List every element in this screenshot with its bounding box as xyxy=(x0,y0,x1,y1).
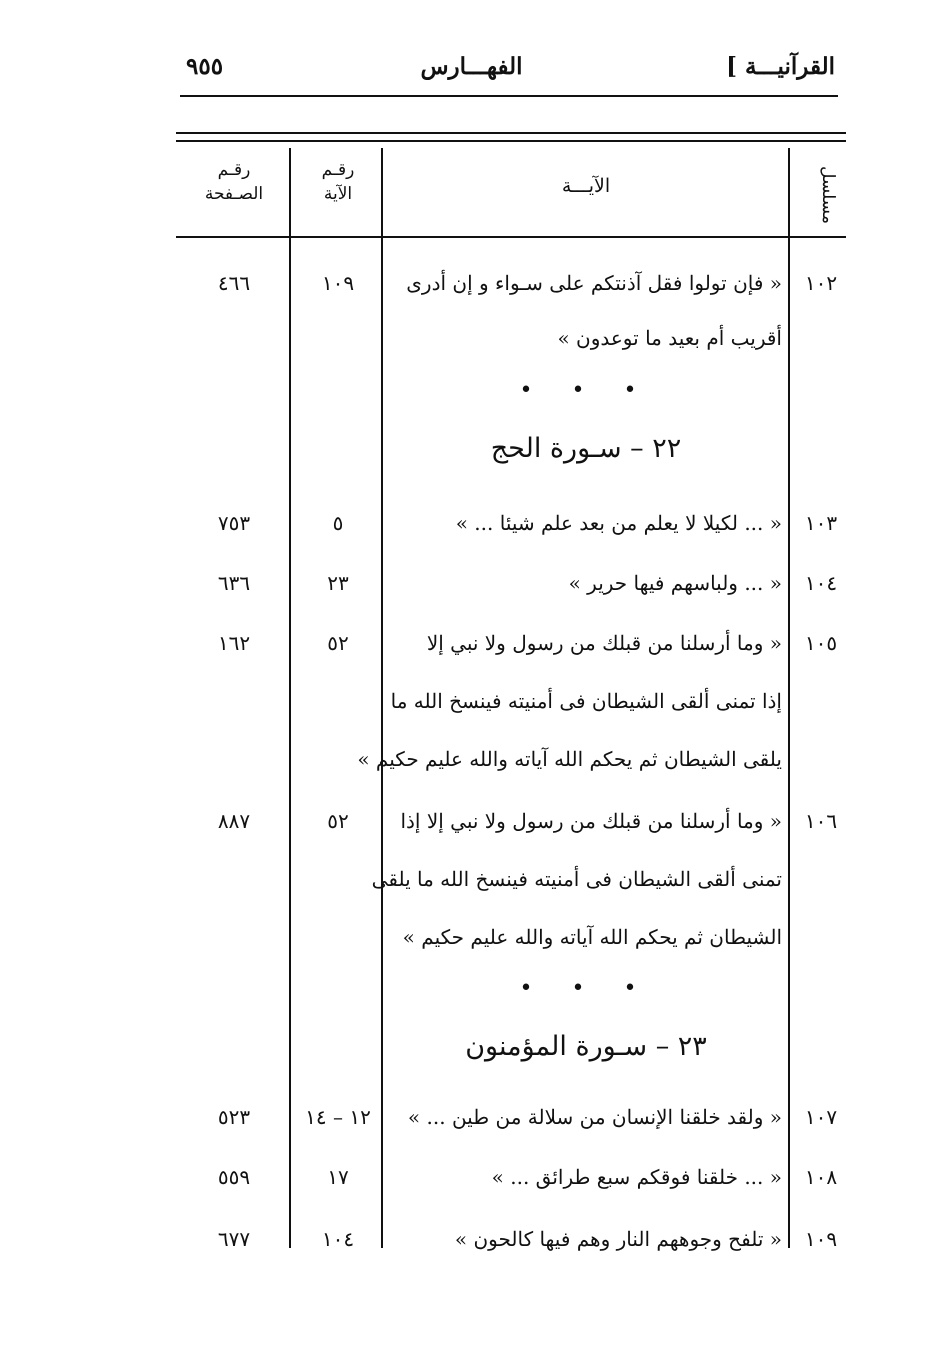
column-divider-aya xyxy=(289,148,291,1248)
table-top-rule-2 xyxy=(176,140,846,142)
row-103-page: ٧٥٣ xyxy=(217,511,251,535)
row-104-serial: ١٠٤ xyxy=(804,571,838,595)
row-102-text-line-1: « فإن تولوا فقل آذنتكم على سـواء و إن أدرى xyxy=(406,271,782,295)
row-107-aya: ١٢ – ١٤ xyxy=(305,1105,371,1129)
row-106-text-line-3: الشيطان ثم يحكم الله آياته والله عليم حكيم » xyxy=(402,925,782,949)
running-header-right: القرآنيـــة ] xyxy=(726,53,835,80)
column-head-aya-text xyxy=(390,174,782,198)
row-104-aya: ٢٣ xyxy=(327,571,349,595)
row-103-serial: ١٠٣ xyxy=(804,511,838,535)
row-105-serial: ١٠٥ xyxy=(804,631,838,655)
column-divider-serial xyxy=(788,148,790,1248)
column-head-rule xyxy=(176,236,846,238)
row-109-text-line-1: « تلفح وجوههم النار وهم فيها كالحون » xyxy=(454,1227,782,1251)
page-number: ٩٥٥ xyxy=(186,53,224,80)
row-108-text-line-1: « ... خلقنا فوقكم سبع طرائق ... » xyxy=(491,1165,782,1189)
column-head-page-number xyxy=(186,158,282,206)
row-108-serial: ١٠٨ xyxy=(804,1165,838,1189)
row-107-text-line-1: « ولقد خلقنا الإنسان من سلالة من طين ... » xyxy=(407,1105,782,1129)
row-105-text-line-1: « وما أرسلنا من قبلك من رسول ولا نبي إلا xyxy=(426,631,782,655)
row-104-page: ٦٣٦ xyxy=(217,571,251,595)
sura-heading-muminun: ٢٣ – سـورة المؤمنون xyxy=(465,1031,707,1062)
row-102-page: ٤٦٦ xyxy=(217,271,251,295)
row-108-aya: ١٧ xyxy=(327,1165,349,1189)
row-103-text-line-1: « ... لكيلا لا يعلم من بعد علم شيئا ... » xyxy=(455,511,782,535)
separator-dots: • • • xyxy=(519,976,653,1001)
row-106-aya: ٥٢ xyxy=(327,809,349,833)
row-102-text-line-2: أقريب أم بعيد ما توعدون » xyxy=(557,326,782,350)
row-103-aya: ٥ xyxy=(332,511,344,535)
row-104-text-line-1: « ... ولباسهم فيها حرير » xyxy=(568,571,782,595)
row-109-aya: ١٠٤ xyxy=(321,1227,355,1251)
column-head-aya-number-label: رقـم الآية xyxy=(321,160,355,204)
row-102-aya: ١٠٩ xyxy=(321,271,355,295)
column-head-aya-number xyxy=(306,158,370,206)
row-107-serial: ١٠٧ xyxy=(804,1105,838,1129)
row-102-serial: ١٠٢ xyxy=(804,271,838,295)
row-105-text-line-3: يلقى الشيطان ثم يحكم الله آياته والله عليم حكيم » xyxy=(357,747,782,771)
row-106-text-line-1: « وما أرسلنا من قبلك من رسول ولا نبي إلا إذا xyxy=(400,809,782,833)
row-106-serial: ١٠٦ xyxy=(804,809,838,833)
column-head-serial-label: مسلسل xyxy=(818,166,838,224)
row-109-page: ٦٧٧ xyxy=(217,1227,251,1251)
header-rule xyxy=(180,95,838,97)
row-109-serial: ١٠٩ xyxy=(804,1227,838,1251)
row-105-aya: ٥٢ xyxy=(327,631,349,655)
row-106-page: ٨٨٧ xyxy=(217,809,251,833)
running-header-title: الفهـــارس xyxy=(420,53,523,80)
row-105-page: ١٦٢ xyxy=(217,631,251,655)
row-108-page: ٥٥٩ xyxy=(217,1165,251,1189)
row-105-text-line-2: إذا تمنى ألقى الشيطان فى أمنيته فينسخ الله ما xyxy=(390,689,782,713)
column-head-serial xyxy=(800,166,840,224)
table-top-rule xyxy=(176,132,846,134)
row-106-text-line-2: تمنى ألقى الشيطان فى أمنيته فينسخ الله ما يلقى xyxy=(371,867,782,891)
column-head-aya-text-label: الآيـــة xyxy=(561,175,611,197)
column-divider-text xyxy=(381,148,383,1248)
row-107-page: ٥٢٣ xyxy=(217,1105,251,1129)
column-head-page-number-label: رقـم الصـفحة xyxy=(204,160,264,204)
separator-dots: • • • xyxy=(519,378,653,403)
sura-heading-hajj: ٢٢ – سـورة الحج xyxy=(490,433,682,464)
